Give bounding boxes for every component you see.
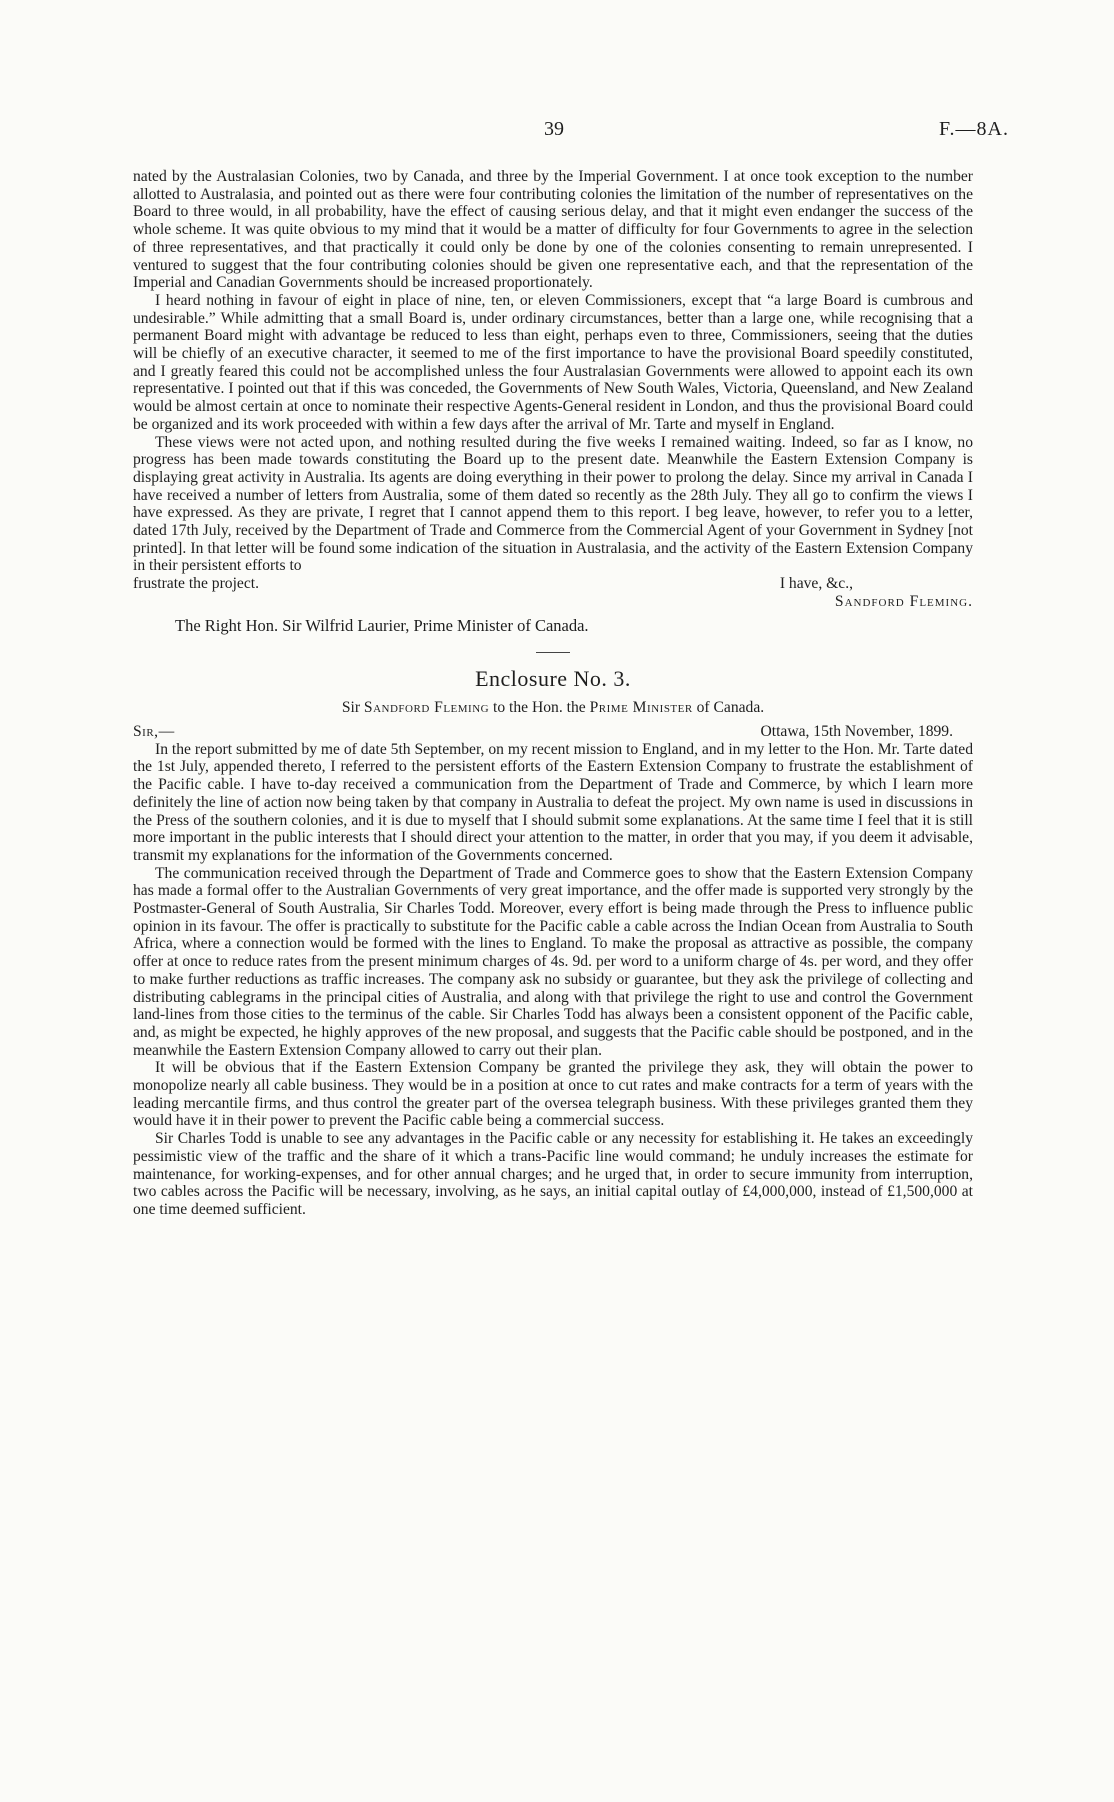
section-divider <box>536 652 570 653</box>
subtitle-office: Prime Minister <box>589 699 693 717</box>
letter-paragraph-1: nated by the Australasian Colonies, two by Canada, and three by the Imperial Government. I at once took exception to the number allotted to Australasia, and pointed out as there were four contributing colonies the limitation of the number of representatives on the Board to three would, in all probability, have the effect of causing serious delay, and that it might even endanger the success of the whole scheme. It was quite obvious to my mind that it would be a matter of difficulty for four Governments to agree in the selection of three representatives, and that practically it could only be done by one of the colonies consenting to remain unrepresented. I ventured to suggest that the four contributing colonies should be given one representative each, and that the representation of the Imperial and Canadian Governments should be increased proportionately. <box>133 168 973 292</box>
letter-paragraph-3: These views were not acted upon, and nothing resulted during the five weeks I remained waiting. Indeed, so far as I know, no progress has been made towards constituting the Board up to the present date. Meanwhile the Eastern Extension Company is displaying great activity in Australia. Its agents are doing everything in their power to prolong the delay. Since my arrival in Canada I have received a number of letters from Australia, some of them dated so recently as the 28th July. They all go to confirm the views I have expressed. As they are private, I regret that I cannot append them to this report. I beg leave, however, to refer you to a letter, dated 17th July, received by the Department of Trade and Commerce from the Commercial Agent of your Government in Sydney [not printed]. In that letter will be found some indication of the situation in Australasia, and the activity of the Eastern Extension Company in their persistent efforts to <box>133 433 973 575</box>
letter-section <box>133 168 973 634</box>
page-header <box>0 118 1114 148</box>
enclosure-paragraph-4: Sir Charles Todd is unable to see any advantages in the Pacific cable or any necessity for establishing it. He takes an exceedingly pessimistic view of the traffic and the share of it which a trans-Pacific line would command; he unduly increases the estimate for maintenance, for working-expenses, and for other annual charges; and he urged that, in order to secure immunity from interruption, two cables across the Pacific will be necessary, involving, as he says, an initial capital outlay of £4,000,000, instead of £1,500,000 at one time deemed sufficient. <box>133 1130 973 1218</box>
letter-paragraph-2: I heard nothing in favour of eight in place of nine, ten, or eleven Commissioners, except that “a large Board is cumbrous and undesirable.” While admitting that a small Board is, under ordinary circumstances, better than a large one, while recognising that a permanent Board might with advantage be reduced to less than eight, perhaps even to three, Commissioners, seeing that the duties will be chiefly of an executive character, it seemed to me of the first importance to have the provisional Board speedily constituted, and I greatly feared this could not be accomplished unless the four Australasian Governments were allowed to appoint each its own representative. I pointed out that if this was conceded, the Governments of New South Wales, Victoria, Queensland, and New Zealand would be almost certain at once to nominate their respective Agents-General resident in London, and thus the provisional Board could be organized and its work proceeded with within a few days after the arrival of Mr. Tarte and myself in England. <box>133 291 973 433</box>
enclosure-paragraph-1: In the report submitted by me of date 5th September, on my recent mission to England, and in my letter to the Hon. Mr. Tarte dated the 1st July, appended thereto, I referred to the persistent efforts of the Eastern Extension Company to frustrate the establishment of the Pacific cable. I have to-day received a communication from the Department of Trade and Commerce, by which I learn more definitely the line of action now being taken by that company in Australia to defeat the project. My own name is used in discussions in the Press of the southern colonies, and it is due to myself that I should submit some explanations. At the same time I feel that it is still more important in the public interests that I should direct your attention to the matter, in order that you may, if you deem it advisable, transmit my explanations for the information of the Governments concerned. <box>133 740 973 864</box>
subtitle-post: of Canada. <box>696 699 765 717</box>
salutation-line <box>133 723 973 741</box>
enclosure-title: Enclosure No. 3. <box>475 666 631 692</box>
signature: Sandford Fleming. <box>834 592 973 610</box>
salutation: Sir,— <box>133 722 175 740</box>
subtitle-pre: Sir <box>341 699 361 717</box>
final-line: frustrate the project. <box>133 575 259 593</box>
subtitle-mid: to the Hon. the <box>493 699 586 717</box>
enclosure-paragraph-2: The communication received through the Department of Trade and Commerce goes to show that the Eastern Extension Company has made a formal offer to the Australian Governments of very great importance, and the offer made is supported very strongly by the Postmaster-General of South Australia, Sir Charles Todd. Moreover, every effort is being made through the Press to influence public opinion in its favour. The offer is practically to substitute for the Pacific cable a cable across the Indian Ocean from Australia to South Africa, where a connection would be formed with the lines to England. To make the proposal as attractive as possible, the company offer at once to reduce rates from the present minimum charges of 4s. 9d. per word to a uniform charge of 4s. per word, and they offer to make further reductions as traffic increases. The company ask no subsidy or guarantee, but they ask the privilege of collecting and distributing cablegrams in the principal cities of Australia, and along with that privilege the right to use and control the Government land-lines from those cities to the terminus of the cable. Sir Charles Todd has always been a consistent opponent of the Pacific cable, and, as might be expected, he highly approves of the new proposal, and suggests that the Pacific cable should be postponed, and in the meanwhile the Eastern Extension Company allowed to carry out their plan. <box>133 864 973 1059</box>
document-reference: F.—8A. <box>939 118 1009 140</box>
enclosure-section <box>133 665 973 1218</box>
page-body <box>133 168 973 1219</box>
subtitle-name: Sandford Fleming <box>363 699 490 717</box>
enclosure-subtitle <box>133 699 973 717</box>
addressee: The Right Hon. Sir Wilfrid Laurier, Prime Minister of Canada. <box>175 615 589 635</box>
page-number: 39 <box>544 118 564 140</box>
enclosure-paragraph-3: It will be obvious that if the Eastern Extension Company be granted the privilege they ask, they will obtain the power to monopolize nearly all cable business. They would be in a position at once to cut rates and make contracts for a term of years with the leading mercantile firms, and thus control the greater part of the oversea telegraph business. With these privileges granted them they would have it in their power to prevent the Pacific cable being a commercial success. <box>133 1059 973 1130</box>
closing-line <box>133 575 973 593</box>
letter-date: Ottawa, 15th November, 1899. <box>760 722 953 740</box>
closing-phrase: I have, &c., <box>779 575 853 593</box>
